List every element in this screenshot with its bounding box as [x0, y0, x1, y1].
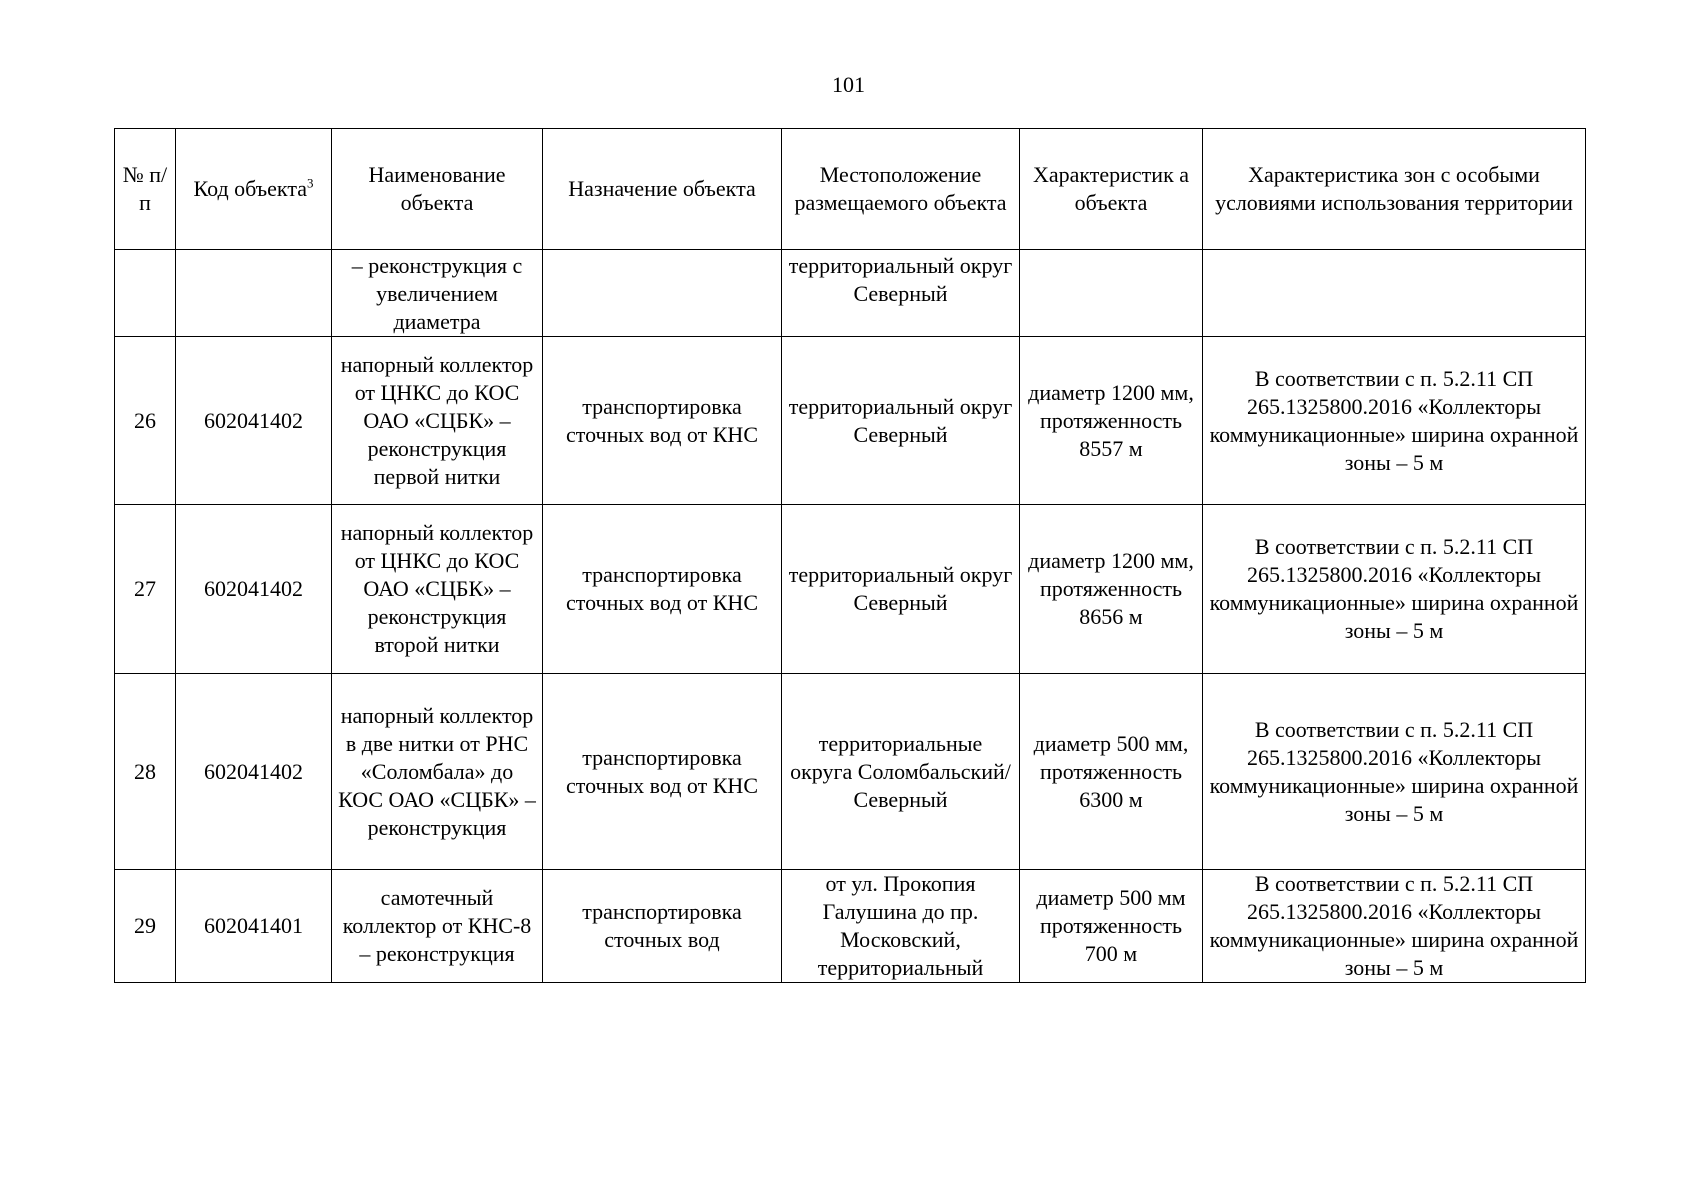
- footnote-marker: 3: [306, 175, 314, 191]
- cell-zones: В соответствии с п. 5.2.11 СП 265.1325800.2016 «Коллекторы коммуникационные» ширина охранной зоны – 5 м: [1203, 674, 1586, 870]
- table-row: [115, 505, 1586, 674]
- cell-code: 602041402: [176, 674, 332, 870]
- cell-name: напорный коллектор от ЦНКС до КОС ОАО «СЦБК» – реконструкция второй нитки: [332, 505, 543, 674]
- cell-characteristic: [1020, 250, 1203, 337]
- cell-zones: В соответствии с п. 5.2.11 СП 265.1325800.2016 «Коллекторы коммуникационные» ширина охранной зоны – 5 м: [1203, 870, 1586, 983]
- cell-characteristic: диаметр 1200 мм, протяженность 8656 м: [1020, 505, 1203, 674]
- cell-code: 602041402: [176, 505, 332, 674]
- objects-table: [114, 128, 1586, 983]
- header-zones: Характеристика зон с особыми условиями использования территории: [1203, 129, 1586, 250]
- cell-location: территориальный округ Северный: [782, 505, 1020, 674]
- cell-location: от ул. Прокопия Галушина до пр. Московский, территориальный: [782, 870, 1020, 983]
- cell-name: напорный коллектор от ЦНКС до КОС ОАО «СЦБК» – реконструкция первой нитки: [332, 337, 543, 505]
- cell-name: напорный коллектор в две нитки от РНС «Соломбала» до КОС ОАО «СЦБК» – реконструкция: [332, 674, 543, 870]
- cell-purpose: транспортировка сточных вод: [543, 870, 782, 983]
- cell-code: 602041401: [176, 870, 332, 983]
- cell-location: территориальный округ Северный: [782, 337, 1020, 505]
- cell-code: 602041402: [176, 337, 332, 505]
- table-row: [115, 250, 1586, 337]
- header-location: Местоположение размещаемого объекта: [782, 129, 1020, 250]
- cell-num: 28: [115, 674, 176, 870]
- cell-characteristic: диаметр 500 мм протяженность 700 м: [1020, 870, 1203, 983]
- cell-location: территориальные округа Соломбальский/Северный: [782, 674, 1020, 870]
- cell-purpose: транспортировка сточных вод от КНС: [543, 505, 782, 674]
- cell-characteristic: диаметр 1200 мм, протяженность 8557 м: [1020, 337, 1203, 505]
- table-header-row: [115, 129, 1586, 250]
- cell-location: территориальный округ Северный: [782, 250, 1020, 337]
- cell-num: [115, 250, 176, 337]
- header-num: № п/п: [115, 129, 176, 250]
- cell-zones: [1203, 250, 1586, 337]
- cell-num: 29: [115, 870, 176, 983]
- cell-name: самотечный коллектор от КНС-8 – реконструкция: [332, 870, 543, 983]
- cell-num: 26: [115, 337, 176, 505]
- page-number: 101: [832, 72, 865, 97]
- table-row: [115, 674, 1586, 870]
- cell-name: – реконструкция с увеличением диаметра: [332, 250, 543, 337]
- header-code-label: Код объекта: [193, 176, 307, 201]
- header-name: Наименование объекта: [332, 129, 543, 250]
- cell-characteristic: диаметр 500 мм, протяженность 6300 м: [1020, 674, 1203, 870]
- cell-purpose: транспортировка сточных вод от КНС: [543, 674, 782, 870]
- cell-purpose: транспортировка сточных вод от КНС: [543, 337, 782, 505]
- cell-purpose: [543, 250, 782, 337]
- table-row: [115, 337, 1586, 505]
- header-characteristic: Характеристик а объекта: [1020, 129, 1203, 250]
- cell-code: [176, 250, 332, 337]
- header-purpose: Назначение объекта: [543, 129, 782, 250]
- header-code: [176, 129, 332, 250]
- table-row: [115, 870, 1586, 983]
- cell-zones: В соответствии с п. 5.2.11 СП 265.1325800.2016 «Коллекторы коммуникационные» ширина охранной зоны – 5 м: [1203, 505, 1586, 674]
- cell-zones: В соответствии с п. 5.2.11 СП 265.1325800.2016 «Коллекторы коммуникационные» ширина охранной зоны – 5 м: [1203, 337, 1586, 505]
- cell-num: 27: [115, 505, 176, 674]
